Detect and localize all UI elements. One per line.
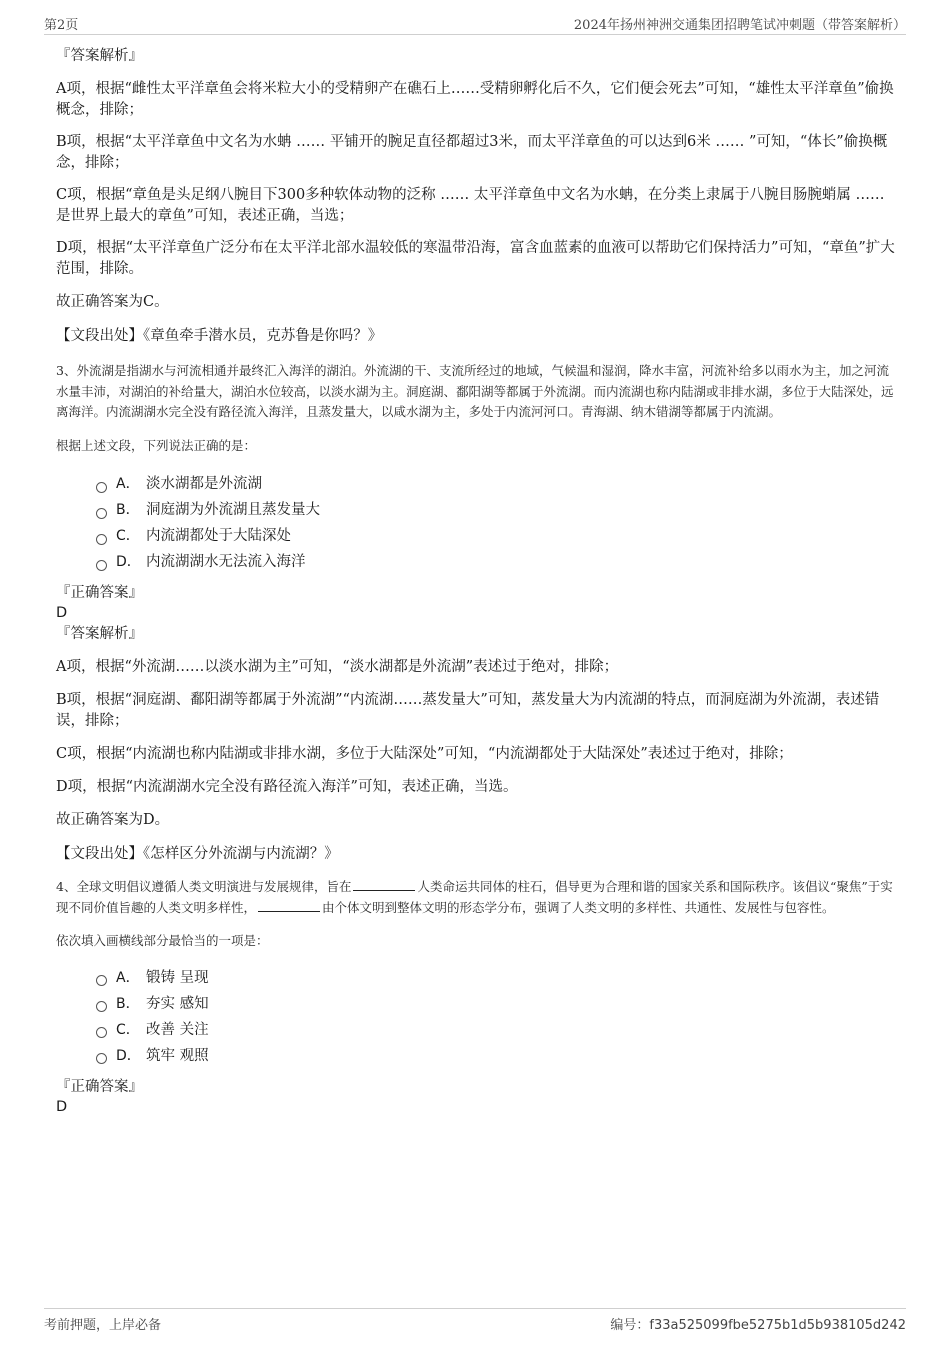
q4-prompt: 依次填入画横线部分最恰当的一项是：	[56, 933, 269, 948]
page-header	[44, 12, 906, 35]
q3-option-a[interactable]: A． 淡水湖都是外流湖	[96, 471, 896, 497]
q2-analysis-a: A项，根据“雌性太平洋章鱼会将米粒大小的受精卵产在礁石上……受精卵孵化后不久，它们便会死去”可知，“雄性太平洋章鱼”偷换概念，排除；	[56, 81, 894, 118]
q3-prompt: 根据上述文段，下列说法正确的是：	[56, 437, 257, 453]
radio-icon[interactable]	[96, 1027, 107, 1038]
radio-icon[interactable]	[96, 482, 107, 493]
q3-option-a-text: 淡水湖都是外流湖	[146, 476, 262, 492]
q3-correct-title: 『正确答案』	[56, 585, 143, 601]
radio-icon[interactable]	[96, 1053, 107, 1064]
q3-option-c[interactable]: C． 内流湖都处于大陆深处	[96, 523, 896, 549]
q2-source: 【文段出处】《章鱼牵手潜水员，克苏鲁是你吗？》	[56, 328, 383, 344]
footer-slogan: 考前押题，上岸必备	[44, 1318, 162, 1333]
page-number: 第2页	[44, 18, 79, 33]
fill-blank-2	[258, 899, 320, 912]
q4-option-c[interactable]: C． 改善 关注	[96, 1017, 896, 1043]
q2-analysis-title: 『答案解析』	[56, 48, 143, 64]
q3-analysis-a: A项，根据“外流湖……以淡水湖为主”可知，“淡水湖都是外流湖”表述过于绝对，排除；	[56, 659, 619, 675]
q4-correct-answer: D	[56, 1098, 68, 1115]
radio-icon[interactable]	[96, 508, 107, 519]
q3-options	[56, 471, 896, 575]
q3-source: 【文段出处】《怎样区分外流湖与内流湖？》	[56, 846, 339, 862]
q3-passage: 3、外流湖是指湖水与河流相通并最终汇入海洋的湖泊。外流湖的干、支流所经过的地域，气候温和湿润，降水丰富，河流补给多以雨水为主，加之河流水量丰沛，对湖泊的补给量大，湖泊水位较高，以淡水湖为主。洞庭湖、鄱阳湖等都属于外流湖。而内流湖也称内陆湖或非排水湖，多位于大陆深处，远离海洋。内流湖湖水完全没有路径流入海洋，且蒸发量大，以咸水湖为主，多处于内流河河口。青海湖、纳木错湖等都属于内流湖。	[56, 363, 894, 419]
q3-option-b-text: 洞庭湖为外流湖且蒸发量大	[146, 502, 320, 518]
q2-conclusion: 故正确答案为C。	[56, 294, 169, 310]
radio-icon[interactable]	[96, 975, 107, 986]
radio-icon[interactable]	[96, 534, 107, 545]
q3-analysis-d: D项，根据“内流湖湖水完全没有路径流入海洋”可知，表述正确，当选。	[56, 779, 518, 795]
q3-conclusion: 故正确答案为D。	[56, 812, 170, 828]
q3-analysis-c: C项，根据“内流湖也称内陆湖或非排水湖，多位于大陆深处”可知，“内流湖都处于大陆深处”表述过于绝对，排除；	[56, 746, 793, 762]
q3-analysis-title: 『答案解析』	[56, 626, 143, 642]
q4-passage: 4、全球文明倡议遵循人类文明演进与发展规律，旨在 人类命运共同体的柱石，倡导更为合理和谐的国家关系和国际秩序。该倡议“聚焦”于实现不同价值旨趣的人类文明多样性， 由个体文明到整体文明的形态学分布，强调了人类文明的多样性、共通性、发展性与包容性。	[56, 879, 893, 915]
q2-analysis-c: C项，根据“章鱼是头足纲八腕目下300多种软体动物的泛称 …… 太平洋章鱼中文名为水蚺，在分类上隶属于八腕目肠腕蛸属 …… 是世界上最大的章鱼”可知，表述正确，当选；	[56, 187, 885, 224]
q4-option-d-text: 筑牢 观照	[146, 1047, 209, 1064]
document-title: 2024年扬州神洲交通集团招聘笔试冲刺题（带答案解析）	[573, 18, 906, 33]
q3-option-d[interactable]: D． 内流湖湖水无法流入海洋	[96, 549, 896, 575]
q3-option-d-text: 内流湖湖水无法流入海洋	[146, 554, 306, 570]
q4-options	[56, 965, 896, 1069]
q2-analysis-d: D项，根据“太平洋章鱼广泛分布在太平洋北部水温较低的寒温带沿海，富含血蓝素的血液可以帮助它们保持活力”可知，“章鱼”扩大范围，排除。	[56, 240, 895, 277]
q4-option-b[interactable]: B． 夯实 感知	[96, 991, 896, 1017]
q3-option-c-text: 内流湖都处于大陆深处	[146, 528, 291, 544]
document-code: 编号：f33a525099fbe5275b1d5b938105d242	[610, 1318, 906, 1333]
q4-option-b-text: 夯实 感知	[146, 995, 209, 1012]
q4-option-a-text: 锻铸 呈现	[146, 969, 209, 986]
radio-icon[interactable]	[96, 560, 107, 571]
q3-correct-answer: D	[56, 605, 68, 621]
q4-option-d[interactable]: D． 筑牢 观照	[96, 1043, 896, 1069]
q2-analysis-b: B项，根据“太平洋章鱼中文名为水蚺 …… 平铺开的腕足直径都超过3米，而太平洋章鱼的可以达到6米 …… ”可知，“体长”偷换概念，排除；	[56, 134, 888, 171]
q4-option-c-text: 改善 关注	[146, 1021, 209, 1038]
q3-analysis-b: B项，根据“洞庭湖、鄱阳湖等都属于外流湖”“内流湖……蒸发量大”可知，蒸发量大为内流湖的特点，而洞庭湖为外流湖，表述错误，排除；	[56, 692, 880, 729]
q4-correct-title: 『正确答案』	[56, 1078, 143, 1095]
page-content	[56, 46, 896, 1116]
fill-blank-1	[353, 878, 415, 891]
radio-icon[interactable]	[96, 1001, 107, 1012]
q3-option-b[interactable]: B． 洞庭湖为外流湖且蒸发量大	[96, 497, 896, 523]
page-footer	[44, 1308, 906, 1339]
q4-option-a[interactable]: A． 锻铸 呈现	[96, 965, 896, 991]
